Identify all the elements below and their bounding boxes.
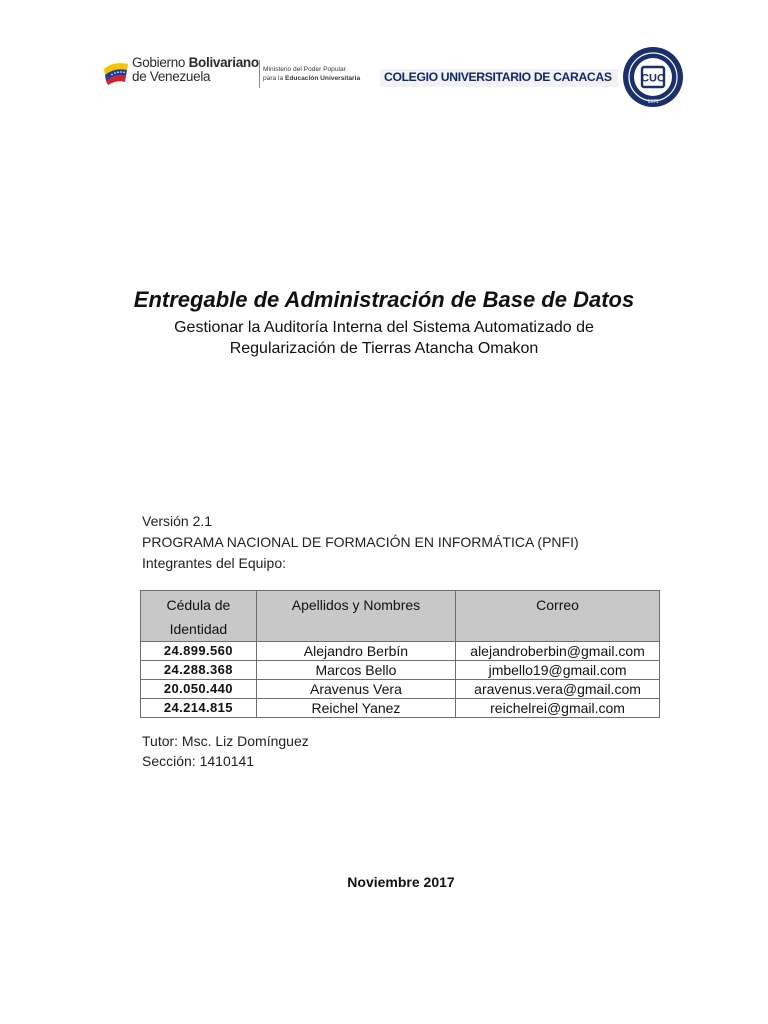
colegio-name: COLEGIO UNIVERSITARIO DE CARACAS xyxy=(384,70,612,84)
document-subtitle xyxy=(0,317,768,359)
cedula-cell: 24.899.560 xyxy=(141,642,257,661)
tutor-block xyxy=(142,731,309,771)
bolivariano-word: Bolivariano xyxy=(188,55,259,70)
team-table xyxy=(140,590,660,718)
table-row xyxy=(141,680,660,699)
subtitle-line2: Regularización de Tierras Atancha Omakon xyxy=(229,340,539,357)
table-row xyxy=(141,699,660,718)
nombre-cell: Reichel Yanez xyxy=(256,699,455,718)
header-cedula-line2: Identidad xyxy=(169,621,228,637)
section-text: Sección: 1410141 xyxy=(142,753,255,769)
header-correo: Correo xyxy=(456,591,660,642)
header-cedula xyxy=(141,591,257,642)
ministry-line1: Ministerio del Poder Popular xyxy=(263,66,346,73)
header-nombres: Apellidos y Nombres xyxy=(256,591,455,642)
nombre-cell: Alejandro Berbín xyxy=(256,642,455,661)
table-header-row xyxy=(141,591,660,642)
info-block xyxy=(142,511,579,574)
ministry-text xyxy=(263,65,360,83)
ministry-line2-bold: Educación Universitaria xyxy=(285,75,361,82)
venezuela-flag-icon xyxy=(103,59,129,85)
ministry-line2-regular: para la xyxy=(263,75,285,82)
cedula-cell: 20.050.440 xyxy=(141,680,257,699)
colegio-seal-icon xyxy=(622,46,684,108)
nombre-cell: Marcos Bello xyxy=(256,661,455,680)
cedula-cell: 24.214.815 xyxy=(141,699,257,718)
nombre-cell: Aravenus Vera xyxy=(256,680,455,699)
team-label: Integrantes del Equipo: xyxy=(142,555,286,571)
table-row xyxy=(141,642,660,661)
gobierno-logo xyxy=(103,56,365,92)
table-row xyxy=(141,661,660,680)
program-text: PROGRAMA NACIONAL DE FORMACIÓN EN INFORMÁTICA (PNFI) xyxy=(142,534,579,550)
seal-year: 1971 xyxy=(647,99,659,105)
logo-divider xyxy=(259,60,260,88)
gobierno-word: Gobierno xyxy=(132,55,189,70)
correo-cell: aravenus.vera@gmail.com xyxy=(456,680,660,699)
document-title: Entregable de Administración de Base de Datos xyxy=(133,287,635,312)
subtitle-line1: Gestionar la Auditoría Interna del Sistema Automatizado de xyxy=(174,319,594,336)
document-date: Noviembre 2017 xyxy=(347,874,455,890)
correo-cell: alejandroberbin@gmail.com xyxy=(456,642,660,661)
correo-cell: reichelrei@gmail.com xyxy=(456,699,660,718)
header-cedula-line1: Cédula de xyxy=(166,597,231,613)
de-venezuela: de Venezuela xyxy=(132,69,211,84)
seal-letters: CUC xyxy=(641,72,665,85)
version-text: Versión 2.1 xyxy=(142,513,213,529)
correo-cell: jmbello19@gmail.com xyxy=(456,661,660,680)
tutor-text: Tutor: Msc. Liz Domínguez xyxy=(142,733,309,749)
gobierno-text xyxy=(132,56,259,84)
cedula-cell: 24.288.368 xyxy=(141,661,257,680)
